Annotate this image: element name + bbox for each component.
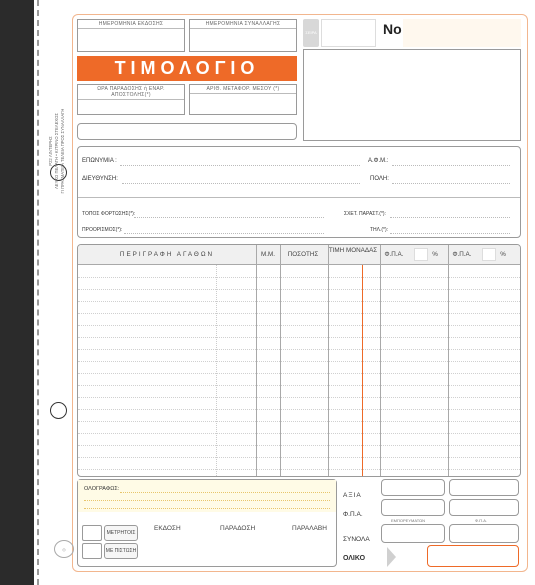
- goods-value-field[interactable]: [381, 479, 445, 496]
- customer-divider: [78, 197, 520, 198]
- table-row[interactable]: [78, 373, 520, 374]
- col-header-vat2: Φ.Π.Α.: [452, 251, 472, 258]
- destination-line[interactable]: [124, 233, 324, 234]
- side-imprint-line2: ΛΕΥΚΟ ΠΕΛΑΤΗ • ΚΙΤΡΙΝΟ ΣΤΕΛΕΧΟΣ: [54, 112, 59, 190]
- address-line[interactable]: [122, 183, 360, 184]
- table-row[interactable]: [78, 445, 520, 446]
- signature-issue-label: ΕΚΔΟΣΗ: [154, 525, 181, 532]
- value-label: ΑΞΙΑ: [343, 492, 362, 499]
- amount-words-line-2: [84, 500, 330, 501]
- table-row[interactable]: [78, 397, 520, 398]
- loading-place-line[interactable]: [134, 217, 324, 218]
- destination-label: ΠΡΟΟΡΙΣΜΟΣ(*):: [82, 227, 123, 233]
- city-line[interactable]: [392, 183, 510, 184]
- sums-label: ΣΥΝΟΛΑ: [343, 536, 370, 543]
- vat1-rate-field[interactable]: [414, 248, 428, 261]
- table-row[interactable]: [78, 433, 520, 434]
- table-row[interactable]: [78, 289, 520, 290]
- customer-name-label: ΕΠΩΝΥΜΙΑ :: [82, 158, 117, 164]
- number-label: No: [383, 21, 402, 37]
- transaction-date-field[interactable]: [189, 19, 297, 52]
- punch-hole-bottom: [50, 402, 67, 419]
- cash-payment-option[interactable]: ΜΕΤΡΗΤΟΙΣ: [104, 525, 138, 541]
- col-header-unit-price: ΤΙΜΗ ΜΟΝΑΔΑΣ: [328, 247, 378, 254]
- dispatch-time-label: ΩΡΑ ΠΑΡΑΔΟΣΗΣ ή ΕΝΑΡ. ΑΠΟΣΤΟΛΗΣ(*): [78, 85, 184, 100]
- col-header-vat1-percent: %: [432, 251, 438, 258]
- related-doc-label: ΣΧΕΤ. ΠΑΡΑΣΤ.(*):: [344, 211, 386, 217]
- city-label: ΠΟΛΗ:: [370, 176, 389, 182]
- table-row[interactable]: [78, 313, 520, 314]
- dispatch-time-field[interactable]: [77, 84, 185, 115]
- table-row[interactable]: [78, 337, 520, 338]
- amount-words-label: ΟΛΟΓΡΑΦΩΣ:: [84, 486, 120, 492]
- col-header-vat1: Φ.Π.Α.: [384, 251, 404, 258]
- credit-checkbox[interactable]: [82, 543, 102, 559]
- customer-block: [77, 146, 521, 238]
- col-header-description: ΠΕΡΙΓΡΑΦΗ ΑΓΑΘΩΝ: [119, 251, 215, 258]
- vat-value-field[interactable]: [449, 479, 519, 496]
- vat-sum-field[interactable]: [449, 524, 519, 543]
- issuer-info-box: [303, 49, 521, 141]
- table-row[interactable]: [78, 421, 520, 422]
- vat-label: Φ.Π.Α.: [343, 511, 363, 518]
- table-row[interactable]: [78, 457, 520, 458]
- footer-left: [62, 479, 337, 567]
- grand-total-label: ΟΛΙΚΟ: [343, 555, 366, 562]
- items-table: [77, 244, 521, 477]
- side-imprint-line1: P22 ΛΙΝΤΕΡΗΣ: [48, 136, 53, 166]
- signature-receipt-label: ΠΑΡΑΛΑΒΗ: [292, 525, 327, 532]
- address-label: ΔΙΕΥΘΥΝΣΗ:: [82, 176, 118, 182]
- series-field[interactable]: [321, 19, 376, 47]
- cash-checkbox[interactable]: [82, 525, 102, 541]
- table-row[interactable]: [78, 349, 520, 350]
- transaction-date-label: ΗΜΕΡΟΜΗΝΙΑ ΣΥΝΑΛΛΑΓΗΣ: [190, 20, 296, 29]
- table-row[interactable]: [78, 385, 520, 386]
- related-doc-line[interactable]: [390, 217, 510, 218]
- total-arrow-icon: [387, 547, 396, 567]
- perforation-line: [37, 0, 39, 585]
- vat-vat-field[interactable]: [449, 499, 519, 516]
- binding-strip: [0, 0, 34, 585]
- goods-column-note: ΕΜΠΟΡΕΥΜΑΤΩΝ: [391, 518, 425, 523]
- loading-place-label: ΤΟΠΟΣ ΦΟΡΤΩΣΗΣ(*):: [82, 211, 136, 217]
- side-imprint-line3: ΓΙ ΠΡΑΓΜΑΤΕΙΑ ΤΕΛΕΙΑ ΠΡΟΣ ΣΥΝΑΛΛΑΓΗ: [60, 108, 65, 194]
- goods-vat-field[interactable]: [381, 499, 445, 516]
- amount-words-line-1: [120, 492, 330, 493]
- vat-column-note: Φ.Π.Α.: [475, 518, 488, 523]
- credit-payment-option[interactable]: ΜΕ ΠΙΣΤΩΣΗ: [104, 543, 138, 559]
- document-title: ΤΙΜΟΛΟΓΙΟ: [77, 56, 297, 81]
- phone-label: ΤΗΛ.(*):: [370, 227, 389, 233]
- extra-info-field[interactable]: [77, 123, 297, 140]
- table-row[interactable]: [78, 409, 520, 410]
- amount-words-line-3: [84, 508, 330, 509]
- logo-seal: ◎: [54, 540, 74, 558]
- issue-date-field[interactable]: [77, 19, 185, 52]
- invoice-sheet: [42, 0, 535, 585]
- table-row[interactable]: [78, 325, 520, 326]
- series-tab: ΣΕΙΡΑ: [303, 19, 319, 47]
- table-row[interactable]: [78, 277, 520, 278]
- col-header-quantity: ΠΟΣΟΤΗΣ: [287, 251, 319, 258]
- vat2-rate-field[interactable]: [482, 248, 496, 261]
- table-row[interactable]: [78, 469, 520, 470]
- vehicle-number-field[interactable]: [189, 84, 297, 115]
- customer-name-line[interactable]: [120, 165, 360, 166]
- col-header-vat2-percent: %: [500, 251, 506, 258]
- table-row[interactable]: [78, 361, 520, 362]
- goods-sum-field[interactable]: [381, 524, 445, 543]
- col-header-unit: Μ.Μ.: [261, 251, 275, 258]
- issue-date-label: ΗΜΕΡΟΜΗΝΙΑ ΕΚΔΟΣΗΣ: [78, 20, 184, 29]
- phone-line[interactable]: [390, 233, 510, 234]
- afm-label: Α.Φ.Μ.:: [368, 158, 389, 164]
- grand-total-field[interactable]: [427, 545, 519, 567]
- invoice-number-field[interactable]: [403, 19, 521, 47]
- vehicle-number-label: ΑΡΙΘ. ΜΕΤΑΦΟΡ. ΜΕΣΟΥ (*): [190, 85, 296, 94]
- afm-line[interactable]: [392, 165, 510, 166]
- table-row[interactable]: [78, 301, 520, 302]
- signature-delivery-label: ΠΑΡΑΔΟΣΗ: [220, 525, 256, 532]
